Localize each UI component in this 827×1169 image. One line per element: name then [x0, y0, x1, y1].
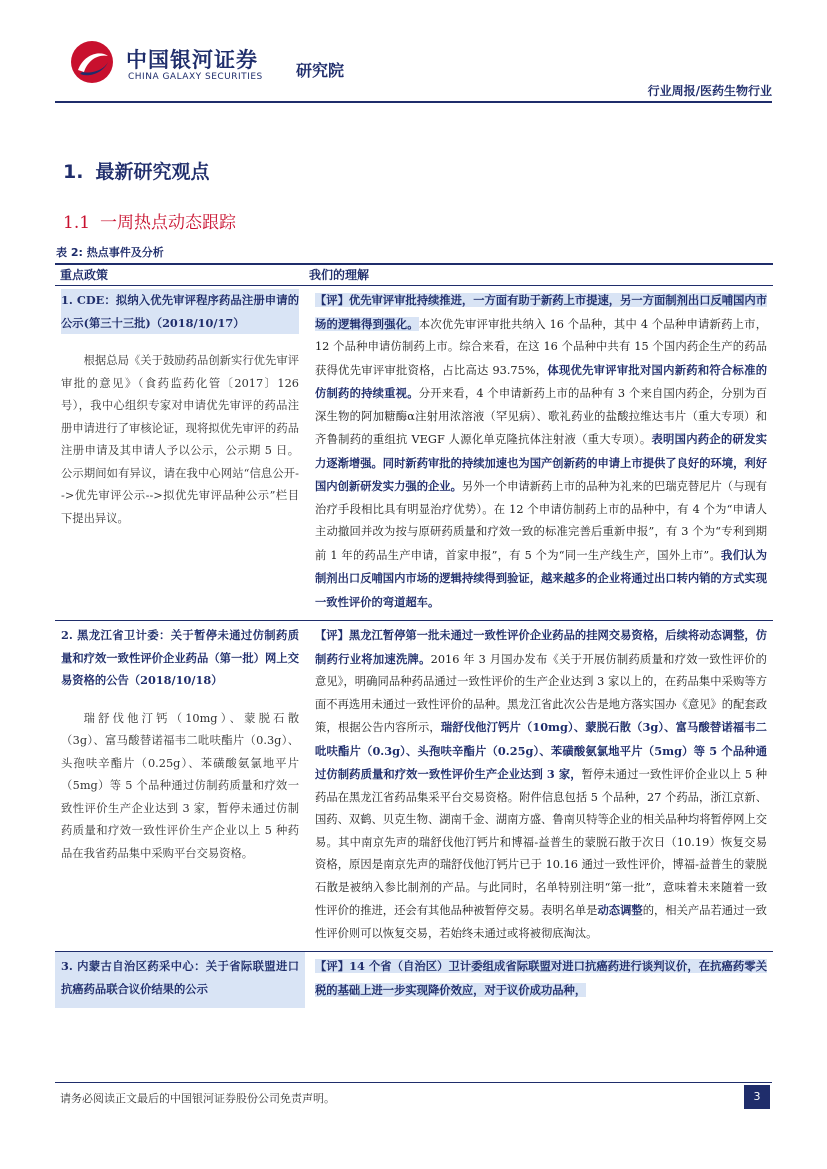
galaxy-logo-icon [70, 40, 114, 84]
section-title: 最新研究观点 [95, 161, 210, 183]
view-highlight: 【评】14 个省（自治区）卫计委组成省际联盟对进口抗癌药进行谈判议价，在抗癌药零关税的基础上进一步实现降价效应，对于议价成功品种， [315, 959, 767, 997]
column-header-policy: 重点政策 [60, 268, 109, 282]
policy-title: 1. CDE：拟纳入优先审评程序药品注册申请的公示(第三十三批)（2018/10/17） [61, 289, 299, 334]
view-emphasis: 瑞舒伐他汀钙片（10mg）、蒙脱石散（3g）、富马酸替诺福韦二吡呋酯片（0.3g）、头孢呋辛酯片（0.25g）、苯磺酸氨氯地平片（5mg）等 5 个品种通过仿制药质量和疗效一致性评价生产企业达到 3 家， [315, 720, 767, 781]
policy-description: 瑞舒伐他汀钙（10mg）、蒙脱石散（3g）、富马酸替诺福韦二吡呋酯片（0.3g）、头孢呋辛酯片（0.25g）、苯磺酸氨氯地平片（5mg）等 5 个品种通过仿制药质量和疗效一致性评价生产企业达到 3 家，暂停未通过仿制药质量和疗效一致性评价生产企业以上 5 种药品在我省药品集中采购平台交易资格。 [61, 711, 299, 860]
section-heading-1 [63, 157, 209, 184]
view-emphasis: 体现优先审评审批对国内新药和符合标准的仿制药的持续重视。 [315, 362, 767, 400]
table-row [55, 621, 773, 952]
view-cell [305, 286, 773, 620]
view-text: 本次优先审评审批共纳入 16 个品种，其中 4 个品种申请新药上市，12 个品种申请仿制药上市。综合来看，在这 16 个品种中共有 15 个国内药企生产的药品获得优先审评审批资格，占比高达 93.75%， [315, 317, 767, 377]
footer-divider [55, 1082, 772, 1083]
view-emphasis: 动态调整 [597, 903, 643, 917]
policy-description: 根据总局《关于鼓励药品创新实行优先审评审批的意见》（食药监药化管〔2017〕126 号），我中心组织专家对申请优先审评的药品注册申请进行了审核论证，现将拟优先审评的药品注册申请及其申请人予以公示，公示期 5 日。公示期间如有异议，请在我中心网站“信息公开-->优先审评公示-->拟优先审评品种公示”栏目下提出异议。 [61, 354, 299, 525]
footer-disclaimer: 请务必阅读正文最后的中国银河证券股份公司免责声明。 [60, 1092, 335, 1105]
header-divider [55, 101, 772, 103]
subsection-title: 一周热点动态跟踪 [100, 213, 237, 233]
view-text: 另外一个申请新药上市的品种为礼来的巴瑞克替尼片（与现有治疗手段相比具有明显治疗优势）。在 12 个申请仿制药上市的品种中，有 4 个为“申请人主动撤回并改为按与原研药质量和疗效一致的标准完善后重新申报”，有 3 个为“专利到期前 1 年的药品生产申请，首家申报”，有 5 个为“同一生产线生产，国外上市”。 [315, 480, 767, 562]
subsection-number: 1.1 [63, 213, 91, 233]
table-header-row [55, 263, 773, 286]
page-header [0, 0, 827, 110]
table-row [55, 286, 773, 621]
view-text: 暂停未通过一致性评价企业以上 5 种药品在黑龙江省药品集采平台交易资格。附件信息包括 5 个品种，27 个药品，浙江京新、国药、双鹤、贝克生物、湖南千金、湖南方盛、鲁南贝特等企业的相关品种均将暂停网上交易。其中南京先声的瑞舒伐他汀钙片和博福-益普生的蒙脱石散于次日（10.19）恢复交易资格，原因是南京先声的瑞舒伐他汀钙片已于 10.16 通过一致性评价，博福-益普生的蒙脱石散是被纳入参比制剂的产品。与此同时，名单特别注明“第一批”，意味着未来随着一致性评价的推进，还会有其他品种被暂停交易。表明名单是 [315, 768, 767, 917]
view-text: 2016 年 3 月国办发布《关于开展仿制药质量和疗效一致性评价的意见》，明确同品种药品通过一致性评价的生产企业达到 3 家以上的，在药品集中采购等方面不再选用未通过一致性评价的品种。黑龙江省此次公告是地方落实国办《意见》的配套政策，根据公告内容所示， [315, 652, 767, 734]
section-number: 1. [63, 161, 84, 183]
institute-label: 研究院 [296, 61, 345, 80]
report-type: 行业周报/医药生物行业 [647, 84, 772, 98]
policy-cell [55, 621, 305, 951]
page-number: 3 [744, 1085, 770, 1109]
view-highlight: 【评】黑龙江暂停第一批未通过一致性评价企业药品的挂网交易资格，后续将动态调整，仿制药行业将加速洗牌。 [315, 628, 767, 666]
policy-title: 3. 内蒙古自治区药采中心：关于省际联盟进口抗癌药品联合议价结果的公示 [61, 959, 299, 996]
view-text: 的，相关产品若通过一致性评价则可以恢复交易，若始终未通过或将被彻底淘汰。 [315, 904, 767, 940]
table-caption: 表 2: 热点事件及分析 [56, 246, 164, 259]
view-emphasis: 表明国内药企的研发实力逐渐增强。同时新药审批的持续加速也为国产创新药的申请上市提供了良好的环境，利好国内创新研发实力强的企业。 [315, 432, 767, 493]
policy-cell [55, 286, 305, 620]
view-cell [305, 952, 773, 1008]
view-cell [305, 621, 773, 951]
hot-events-table [55, 263, 773, 1008]
table-row [55, 952, 773, 1008]
view-emphasis: 我们认为制剂出口反哺国内市场的逻辑持续得到验证，越来越多的企业将通过出口转内销的方式实现一致性评价的弯道超车。 [315, 547, 767, 609]
column-header-view: 我们的理解 [309, 268, 370, 282]
view-highlight: 【评】优先审评审批持续推进，一方面有助于新药上市提速，另一方面制剂出口反哺国内市场的逻辑得到强化。 [315, 293, 767, 331]
subsection-heading-1-1 [63, 208, 236, 233]
policy-cell [55, 952, 305, 1008]
policy-title: 2. 黑龙江省卫计委：关于暂停未通过仿制药质量和疗效一致性评价企业药品（第一批）网上交易资格的公告（2018/10/18） [61, 628, 299, 687]
company-name-cn: 中国银河证券 [126, 48, 258, 72]
company-name-en: CHINA GALAXY SECURITIES [128, 72, 263, 82]
view-text: 分开来看，4 个申请新药上市的品种有 3 个来自国内药企，分别为百深生物的阿加糖酶α注射用浓溶液（罕见病）、歌礼药业的盐酸拉维达韦片（重大专项）和齐鲁制药的重组抗 VEGF 人源化单克隆抗体注射液（重大专项）。 [315, 387, 767, 446]
